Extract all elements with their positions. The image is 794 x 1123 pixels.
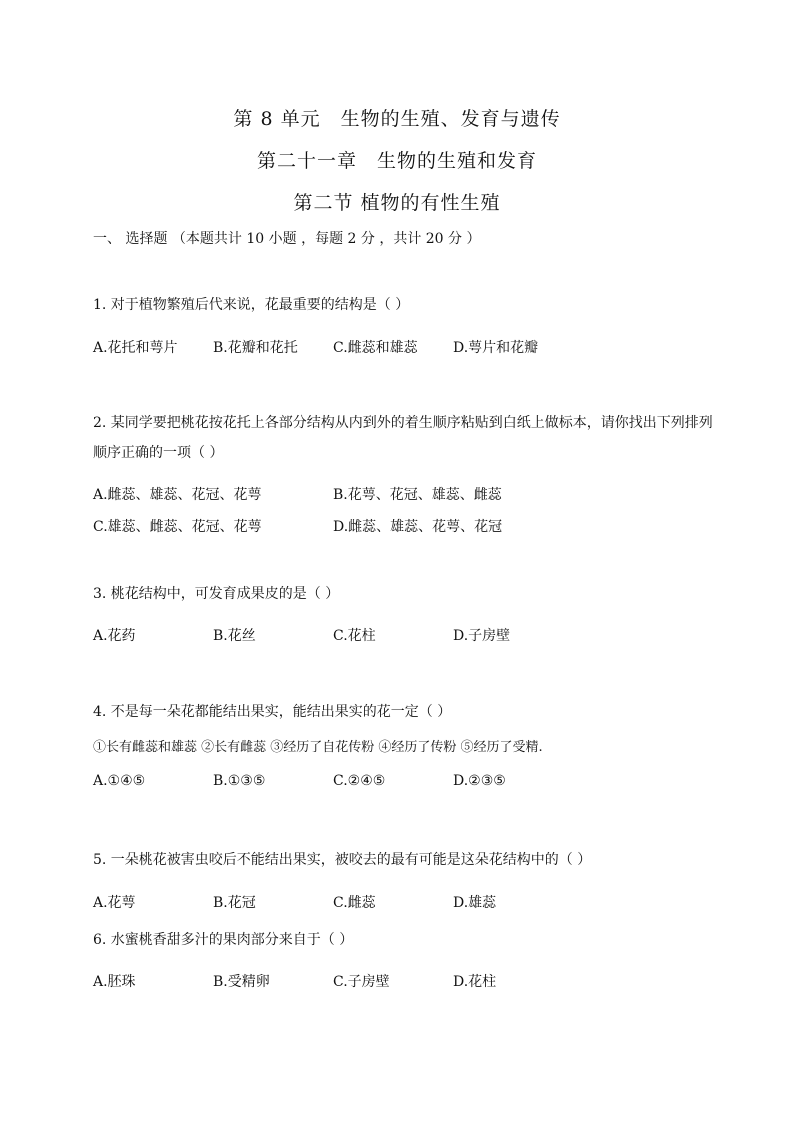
question-5-option-b[interactable]: B.花冠 <box>213 895 256 911</box>
question-6-option-b[interactable]: B.受精卵 <box>213 974 270 990</box>
question-1-option-a[interactable]: A.花托和萼片 <box>93 340 178 356</box>
question-2-option-c[interactable]: C.雄蕊、雌蕊、花冠、花萼 <box>93 519 262 535</box>
question-5-option-d[interactable]: D.雄蕊 <box>453 895 497 911</box>
question-4-option-a[interactable]: A.①④⑤ <box>93 773 146 789</box>
unit-title: 第 8 单元 生物的生殖、发育与遗传 <box>233 108 561 130</box>
question-4-option-c[interactable]: C.②④⑤ <box>333 773 386 789</box>
question-2-option-b[interactable]: B.花萼、花冠、雄蕊、雌蕊 <box>333 487 502 503</box>
section-heading: 一、 选择题 （本题共计 10 小题 ，每题 2 分 ，共计 20 分 ） <box>93 231 481 247</box>
question-3-option-a[interactable]: A.花药 <box>93 628 136 644</box>
question-3-option-d[interactable]: D.子房壁 <box>453 628 511 644</box>
question-1-stem: 1. 对于植物繁殖后代来说，花最重要的结构是（ ） <box>93 297 410 313</box>
question-4-option-d[interactable]: D.②③⑤ <box>453 773 506 789</box>
question-5-option-c[interactable]: C.雌蕊 <box>333 895 376 911</box>
question-3-option-b[interactable]: B.花丝 <box>213 628 256 644</box>
question-5-stem: 5. 一朵桃花被害虫咬后不能结出果实，被咬去的最有可能是这朵花结构中的（ ） <box>93 852 592 868</box>
question-2-option-a[interactable]: A.雌蕊、雄蕊、花冠、花萼 <box>93 487 262 503</box>
chapter-title: 第二十一章 生物的生殖和发育 <box>256 150 537 172</box>
section-title: 第二节 植物的有性生殖 <box>293 192 501 214</box>
question-5-option-a[interactable]: A.花萼 <box>93 895 136 911</box>
question-1-option-c[interactable]: C.雌蕊和雄蕊 <box>333 340 418 356</box>
question-2-stem: 2. 某同学要把桃花按花托上各部分结构从内到外的着生顺序粘贴到白纸上做标本，请你找出下列排列顺序正确的一项（ ） <box>93 415 713 461</box>
question-2-option-d[interactable]: D.雌蕊、雄蕊、花萼、花冠 <box>333 519 503 535</box>
question-6-stem: 6. 水蜜桃香甜多汁的果肉部分来自于（ ） <box>93 932 354 948</box>
question-1-option-b[interactable]: B.花瓣和花托 <box>213 340 298 356</box>
question-6-option-a[interactable]: A.胚珠 <box>93 974 136 990</box>
question-3-stem: 3. 桃花结构中，可发育成果皮的是（ ） <box>93 586 340 602</box>
question-1-option-d[interactable]: D.萼片和花瓣 <box>453 340 539 356</box>
question-4-stem: 4. 不是每一朵花都能结出果实，能结出果实的花一定（ ） <box>93 704 452 720</box>
question-4-statements: ①长有雌蕊和雄蕊 ②长有雌蕊 ③经历了自花传粉 ④经历了传粉 ⑤经历了受精. <box>93 740 543 755</box>
question-6-option-c[interactable]: C.子房壁 <box>333 974 390 990</box>
question-4-option-b[interactable]: B.①③⑤ <box>213 773 266 789</box>
question-6-option-d[interactable]: D.花柱 <box>453 974 497 990</box>
question-3-option-c[interactable]: C.花柱 <box>333 628 376 644</box>
